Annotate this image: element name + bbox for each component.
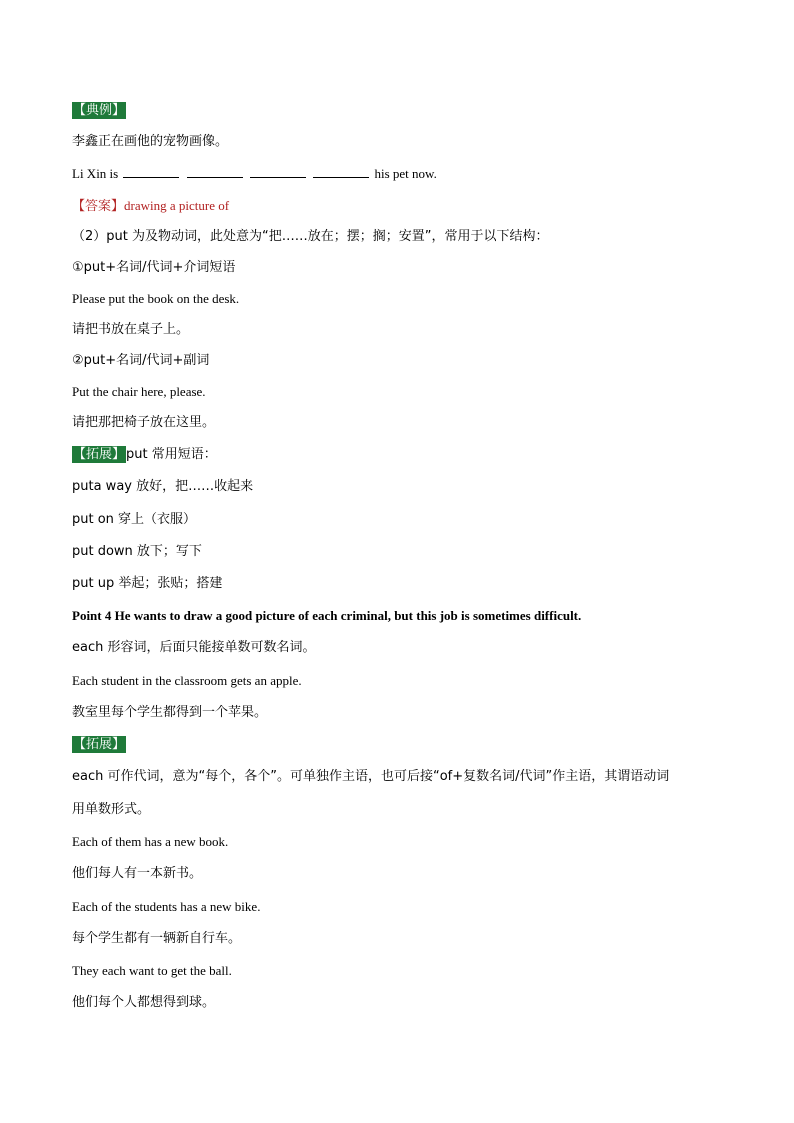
- answer-blank-1: [123, 165, 179, 178]
- point4-example-en: Each student in the classroom gets an apple.: [72, 673, 302, 688]
- each-extension-tag-line: [72, 736, 126, 754]
- each-example-1-zh: 他们每人有一本新书。: [72, 866, 203, 881]
- each-example-2-en: Each of the students has a new bike.: [72, 899, 261, 914]
- answer-label: 【答案】: [72, 199, 125, 214]
- example-question-en: [72, 165, 437, 183]
- put-phrase-3: put down 放下；写下: [72, 544, 202, 559]
- put-phrase-1: puta way 放好，把……收起来: [72, 479, 254, 494]
- put-extension-title: put 常用短语：: [126, 447, 217, 462]
- answer-blank-2: [187, 165, 243, 178]
- example-tag-line: [72, 102, 126, 120]
- answer-blank-3: [250, 165, 306, 178]
- put-example-2-en: Put the chair here, please.: [72, 384, 206, 399]
- put-extension-line: [72, 446, 217, 464]
- point4-example-zh: 教室里每个学生都得到一个苹果。: [72, 705, 268, 720]
- each-example-3-zh: 他们每个人都想得到球。: [72, 995, 216, 1010]
- put-example-1-zh: 请把书放在桌子上。: [72, 322, 190, 337]
- put-structure-1: ①put+名词/代词+介词短语: [72, 260, 236, 275]
- each-extension-tag: 【拓展】: [73, 737, 126, 752]
- put-example-1-en: Please put the book on the desk.: [72, 291, 240, 306]
- put-example-2-zh: 请把那把椅子放在这里。: [72, 415, 216, 430]
- put-structure-2: ②put+名词/代词+副词: [72, 353, 210, 368]
- each-example-2-zh: 每个学生都有一辆新自行车。: [72, 931, 242, 946]
- example-question-zh: 李鑫正在画他的宠物画像。: [72, 134, 229, 149]
- put-intro: （2）put 为及物动词，此处意为“把……放在；摆；搁；安置”，常用于以下结构：: [72, 229, 549, 244]
- question-en-start: Li Xin is: [72, 166, 119, 181]
- each-example-3-en: They each want to get the ball.: [72, 963, 232, 978]
- point4-explain: each 形容词，后面只能接单数可数名词。: [72, 640, 316, 655]
- put-phrase-2: put on 穿上（衣服）: [72, 512, 197, 527]
- each-explain-line-2: 用单数形式。: [72, 802, 151, 817]
- each-example-1-en: Each of them has a new book.: [72, 834, 229, 849]
- point4-heading: Point 4 He wants to draw a good picture of each criminal, but this job is sometimes difficult.: [72, 608, 582, 623]
- put-extension-tag: 【拓展】: [73, 447, 126, 462]
- example-tag: 【典例】: [73, 103, 126, 118]
- answer-text: drawing a picture of: [124, 198, 230, 213]
- question-en-end: his pet now.: [374, 166, 437, 181]
- answer-blank-4: [313, 165, 369, 178]
- answer-line: [72, 197, 229, 216]
- each-explain-line-1: each 可作代词，意为“每个，各个”。可单独作主语，也可后接“of+复数名词/代词”作主语，其谓语动词: [72, 769, 670, 784]
- put-phrase-4: put up 举起；张贴；搭建: [72, 576, 223, 591]
